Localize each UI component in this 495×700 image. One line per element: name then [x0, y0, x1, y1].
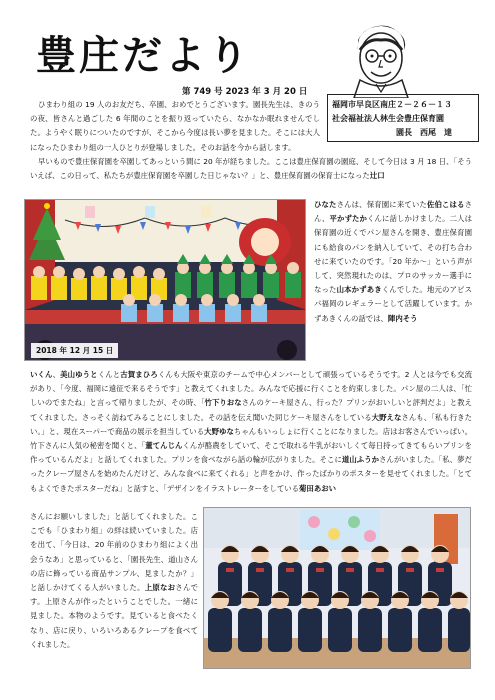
name-koga: 古賀まひろ — [120, 370, 158, 379]
story-text-end: さんです。上原さんが作ったということでした。一緒に見ました。本物のようです。見ていると食べたくなり、店に戻り、いろいろあるクレープを食べてくれました。 — [30, 583, 198, 649]
newsletter-title: 豊庄だより — [36, 32, 251, 79]
name-saeki: 佐伯こはる — [426, 200, 465, 209]
name-hinata: ひなた — [314, 200, 337, 209]
stage-performance-photo — [24, 199, 306, 361]
name-michiyama: 道山ふうか — [341, 455, 380, 465]
publisher-organization: 社会福祉法人林生会豊庄保育園 — [332, 114, 444, 123]
story-text-cake: さんのケーキ屋さん、行った？プリンがおいしいと評判だよ」と教えてくれました。さっそく訪ねてみることにしました。その話を伝え聞いた同じケーキ屋さんをしている — [30, 398, 472, 422]
story-bottom-column — [30, 510, 198, 652]
group-class-photo — [203, 507, 471, 669]
name-ono-yuna: 大野ゆな — [204, 426, 234, 436]
story-paragraph-start — [30, 155, 472, 183]
principal-portrait-illustration — [338, 20, 424, 98]
intro-text: ひまわり組の 19 人のお友だち、卒園、おめでとうございます。園長先生は、きのうの夜、皆さんと過ごした 6 年間のことを振り返っていたら、なかなか眠れませんでした。ようやく眠りについたのですが、そこから今度は長い夢を見ました。そこには大人になったひまわり組の一人ひとりが登場しました。そのお話を今から話します。 — [30, 100, 320, 152]
name-taira: 平かずたか — [329, 214, 368, 224]
story-text-f: くんに話しかけました。二人は保育園の近くでパン屋さんを開き、豊庄保育園にも給食のパンを納入していて、その打ち合わせに来ていたのです。「20 年か～」という声がして、突然現れたのは、プロのサッカー選手になった — [314, 214, 472, 295]
photo-date-caption: 2018 年 12 月 15 日 — [31, 343, 118, 358]
story-text-pudding: くんが酪農をしていて、そこで取れる牛乳がおいしくて毎日持ってきてもらいプリンを作っているんだよ」と話してくれました。プリンを食べながら話の輪が広がりました。そこに — [30, 441, 472, 465]
publisher-principal: 園長 西尾 達 — [396, 128, 452, 137]
publisher-info-box — [327, 94, 479, 142]
name-takeshita: 竹下りおな — [204, 398, 242, 408]
name-tou: 董てんじん — [145, 441, 183, 451]
story-middle-block — [30, 368, 472, 496]
name-jinnai: 陣内そう — [387, 313, 418, 323]
name-jinnai-end: いくん — [30, 370, 53, 379]
story-right-column — [314, 198, 472, 326]
name-tsujiguchi: 辻口 — [369, 171, 385, 181]
story-text-d: さん、 — [314, 200, 472, 224]
name-yamamoto: 山本かずあき — [336, 285, 382, 295]
story-text-soccer: くんも大阪や東京のチームで中心メンバーとして頑張っているそうです。2 人とは今でも交流があり、「今度、福岡に遠征で来るそうです」と教えてくれました。みんなで応援に行くことを約束しました。パン屋の二人は、「忙しいのでまたね」と言って帰りましたが、その時、「 — [30, 370, 472, 408]
name-kikuta: 菊田あおい — [299, 483, 336, 493]
publisher-address: 福岡市早良区南庄２－２６－１３ — [332, 100, 452, 109]
intro-paragraph-a — [30, 98, 320, 155]
name-miyama: 美山ゆうと — [60, 370, 98, 379]
issue-number-date: 第 749 号 2023 年 3 月 20 日 — [182, 87, 308, 97]
story-text-h: くんでした。地元のアビスパ福岡のレギュラーとして活躍しています。かずあきくんの話では、 — [314, 285, 472, 323]
story-text-shop: ちゃんもいっしょに行くことになりました。店はお客さんでいっぱい。竹下さんに人気の秘密を聞くと、「 — [30, 426, 472, 451]
story-text-crepe: さんがいました。「私、夢だったクレープ屋さんを始めたんだけど、みんな食べに来てくれる」と声をかけ、作ったばかりのポスターを見せてくれました。「とてもよくできたポスターだね」と話すと、「デザインをイラストレーターをしている — [30, 455, 472, 493]
story-text-b: さんは、保育園に来ていた — [336, 200, 427, 209]
story-text-start: 早いもので豊庄保育園を卒園してあっという間に 20 年が経ちました。ここは豊庄保育園の園庭、そして今日は 3 月 18 日、「そういえば、この日って、私たちが豊庄保育園を卒園した日じゃない？」と、豊庄保育園の保育士になった — [30, 157, 472, 181]
story-text-comma: 、 — [52, 370, 61, 379]
name-uehara: 上原なお — [144, 583, 176, 593]
story-text-supermarket: さんも、「私も行きたい。」と、現在スーパーで商品の展示を担当している — [30, 412, 472, 436]
story-text-bottom: さんにお願いしました」と話してくれました。ここでも「ひまわり組」の絆は続いていました。店を出て、「今日は、20 年前のひまわり組によく出会うなあ」と思っていると、「園長先生、道山さんの店に飾っている商品サンプル、見ましたか？」と話しかけてくる人がいました。 — [30, 512, 198, 593]
name-ono-ena: 大野えな — [371, 412, 402, 422]
story-text-kunto: くんと — [97, 370, 121, 379]
